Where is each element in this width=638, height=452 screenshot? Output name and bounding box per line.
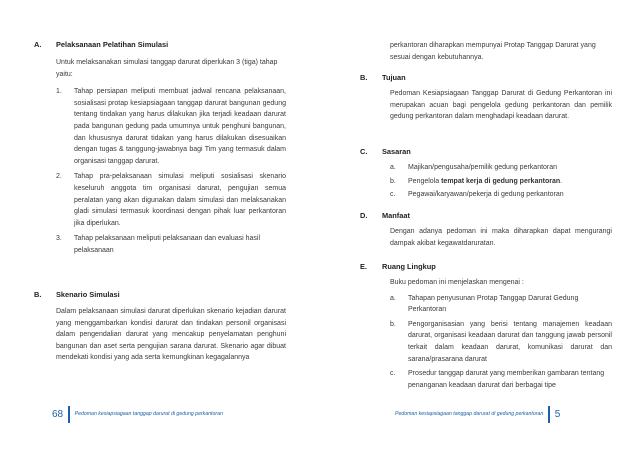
list-text: Tahapan penyusunan Protap Tanggap Darurat Gedung Perkantoran [408,294,579,314]
list-item [390,189,612,201]
section-letter: B. [34,290,42,299]
section-tujuan [360,73,612,123]
list-item [390,368,612,391]
list-marker: c. [390,191,396,199]
list-text: Tahap persiapan meliputi membuat jadwal rencana pelaksanaan, sosialisasi protap kesiapsiagaan tanggap darurat bangunan gedung tentang tindakan yang harus dilakukan jika terjadi keadaan darurat pada bangunan gedung pada umumnya untuk penghuni bangunan, dan khususnya darurat tidakan yang harus dilakukan disesuaikan dengan tugas & tanggung-jawabnya bagi Tim yang termasuk dalam organisasi tanggap darurat. [74,88,286,165]
section-title: Sasaran [382,147,411,156]
section-sasaran [360,147,612,201]
section-ruang-lingkup-intro: Buku pedoman ini menjelaskan mengenai : [390,279,524,286]
section-letter: E. [360,262,367,271]
section-a-heading [34,40,286,49]
section-letter: B. [360,73,368,82]
section-a-intro: Untuk melaksanakan simulasi tanggap darurat diperlukan 3 (tiga) tahap yaitu: [56,59,278,78]
section-title: Pelaksanaan Pelatihan Simulasi [56,40,169,49]
section-title: Manfaat [382,211,410,220]
list-text [408,176,612,188]
section-b [34,290,286,364]
section-letter: C. [360,147,368,156]
left-footer [52,405,223,423]
list-text: Majikan/pengusaha/pemilik gedung perkantoran [408,164,558,171]
section-ruang-lingkup-list [360,293,612,392]
section-title: Ruang Lingkup [382,262,436,271]
list-text: Pegawai/karyawan/pekerja di gedung perkantoran [408,191,564,199]
section-ruang-lingkup [360,262,612,391]
list-item [390,293,612,316]
list-text-pre: Pengelola [408,177,442,185]
section-a [34,40,286,257]
list-text: Prosedur tanggap darurat yang memberikan gambaran tentang penanganan keadaan darurat dari berbagai tipe [408,370,605,389]
section-title: Tujuan [382,73,406,82]
list-marker: 3. [56,235,62,243]
list-marker: a. [390,294,396,302]
section-sasaran-heading [360,147,612,156]
section-tujuan-heading [360,73,612,82]
list-marker: c. [390,370,396,378]
footer-divider [548,406,550,423]
list-item [56,86,286,167]
continuation-text: perkantoran diharapkan mempunyai Protap Tanggap Darurat yang sesuai dengan kebutuhannya. [390,42,596,61]
section-sasaran-list [360,162,612,201]
list-marker: a. [390,164,396,171]
footer-text: Pedoman kesiapsiagaan tanggap darurat di gedung perkantoran [74,411,223,417]
section-manfaat-body: Dengan adanya pedoman ini maka diharapkan dapat mengurangi dampak akibat kegawatdaruratan. [390,228,612,247]
section-b-heading [34,290,286,299]
section-tujuan-body: Pedoman Kesiapsiagaan Tanggap Darurat di Gedung Perkantoran ini merupakan acuan bagi pengelola gedung perkantoran dan pemilik gedung perkantoran dalam menghadapi keadaan darurat. [390,90,612,121]
right-page [319,0,638,452]
list-text-post: . [560,177,563,185]
list-item [56,171,286,229]
section-manfaat-heading [360,211,612,220]
section-ruang-lingkup-heading [360,262,612,271]
list-item [390,319,612,365]
section-letter: A. [34,40,42,49]
list-text-bold: tempat kerja di gedung perkantoran [441,177,561,185]
section-manfaat [360,211,612,249]
section-b-body: Dalam pelaksanaan simulasi darurat diperlukan skenario kejadian darurat yang menggambarkan kondisi darurat dan tindakan personil organisasi dalam pengendalian darurat yang mencakup penyelamatan penghuni bangunan dan aset serta pengujian sarana darurat. Skenario agar dibuat mendekati kondisi yang ada serta kemungkinan kegagalannya [56,308,286,362]
list-item [56,233,286,256]
section-letter: D. [360,211,368,220]
list-item [390,176,612,188]
footer-text: Pedoman kesiapsiagaan tanggap darurat di gedung perkantoran [395,411,544,417]
right-footer [395,405,560,423]
list-text: Tahap pra-pelaksanaan simulasi meliputi sosialisasi skenario keseluruh anggota tim organisasi darurat, pengujian semua peralatan yang akan digunakan dalam simulasi dan melaksanakan gladi simulasi termasuk koordinasi dengan pihak luar perkantoran jika diperlukan. [74,173,286,227]
list-text: Pengorganisasian yang berisi tentang manajemen keadaan darurat, organisasi keadaan darurat dan tanggung jawab personil terkait dalam keadaan darurat, komunikasi darurat dan sarana/prasarana darurat [408,320,612,363]
list-marker: b. [390,177,396,185]
page-number: 68 [52,408,64,420]
list-marker: 1. [56,88,62,96]
list-marker: 2. [56,173,62,181]
page-number: 5 [554,408,561,420]
section-title: Skenario Simulasi [56,290,120,299]
list-text: Tahap pelaksanaan meliputi pelaksanaan dan evaluasi hasil pelaksanaan [74,235,261,254]
list-marker: b. [390,320,396,328]
section-a-list [56,86,286,256]
footer-divider [68,406,70,423]
list-item [390,162,612,174]
